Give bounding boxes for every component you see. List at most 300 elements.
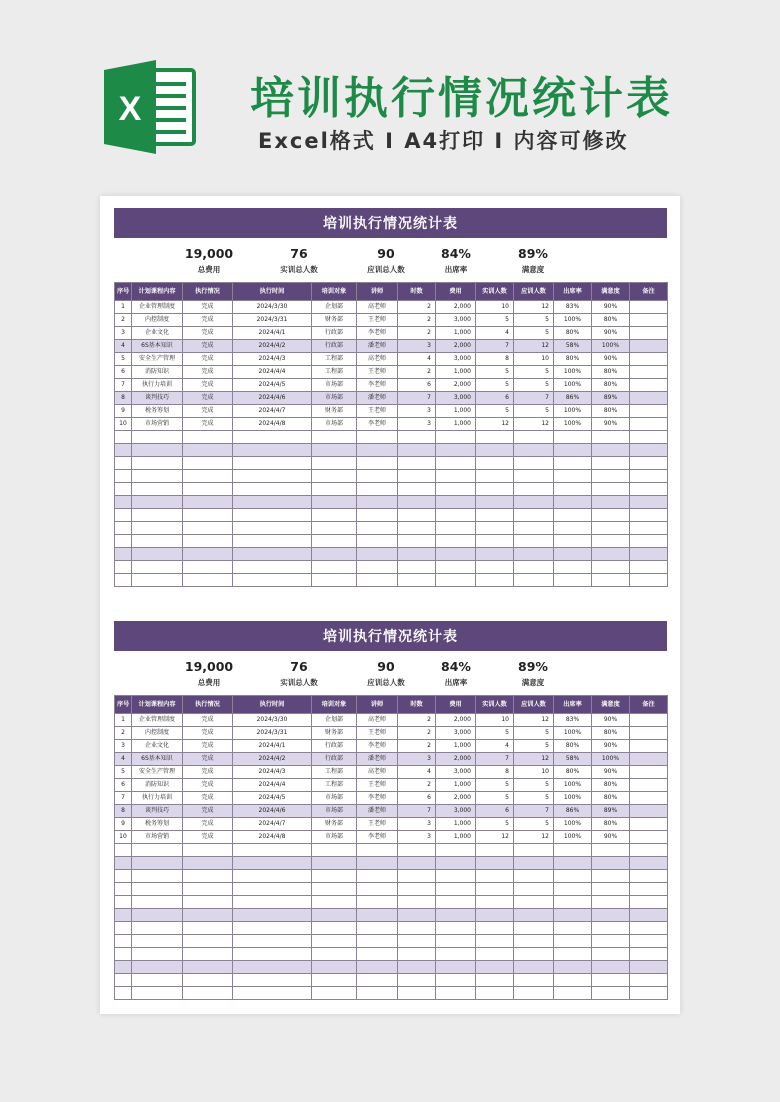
table-cell[interactable]: 2024/3/30 — [233, 714, 312, 727]
table-cell[interactable]: 工程部 — [312, 366, 357, 379]
table-cell[interactable]: 财务部 — [312, 314, 357, 327]
table-cell[interactable]: 3 — [398, 418, 436, 431]
table-cell[interactable]: 2024/4/8 — [233, 831, 312, 844]
table-cell[interactable]: 86% — [554, 805, 592, 818]
table-cell[interactable]: 100% — [554, 366, 592, 379]
table-cell[interactable] — [132, 496, 183, 509]
table-cell[interactable] — [357, 844, 398, 857]
table-cell[interactable] — [554, 857, 592, 870]
table-cell[interactable]: 8 — [476, 353, 514, 366]
table-cell[interactable]: 完成 — [183, 392, 233, 405]
table-cell[interactable] — [630, 548, 668, 561]
table-cell[interactable] — [115, 974, 132, 987]
table-cell[interactable]: 5 — [514, 779, 554, 792]
table-cell[interactable]: 安全生产管理 — [132, 353, 183, 366]
table-cell[interactable]: 3 — [398, 831, 436, 844]
table-cell[interactable] — [630, 883, 668, 896]
table-cell[interactable]: 5 — [514, 792, 554, 805]
table-cell[interactable] — [436, 444, 476, 457]
table-cell[interactable]: 2,000 — [436, 753, 476, 766]
table-cell[interactable]: 3,000 — [436, 766, 476, 779]
table-cell[interactable]: 高老师 — [357, 766, 398, 779]
table-cell[interactable]: 6 — [476, 805, 514, 818]
table-cell[interactable] — [554, 470, 592, 483]
table-cell[interactable] — [476, 870, 514, 883]
table-cell[interactable]: 80% — [592, 792, 630, 805]
table-cell[interactable] — [312, 444, 357, 457]
table-cell[interactable] — [592, 896, 630, 909]
table-cell[interactable] — [132, 470, 183, 483]
table-cell[interactable]: 100% — [554, 818, 592, 831]
table-cell[interactable] — [514, 909, 554, 922]
table-cell[interactable] — [398, 844, 436, 857]
table-cell[interactable] — [183, 457, 233, 470]
table-cell[interactable]: 1 — [115, 301, 132, 314]
table-cell[interactable]: 10 — [514, 353, 554, 366]
table-cell[interactable] — [183, 857, 233, 870]
table-cell[interactable] — [630, 792, 668, 805]
table-cell[interactable] — [115, 987, 132, 1000]
table-cell[interactable] — [115, 444, 132, 457]
table-cell[interactable] — [183, 561, 233, 574]
table-cell[interactable] — [233, 935, 312, 948]
table-cell[interactable] — [357, 948, 398, 961]
table-cell[interactable] — [115, 844, 132, 857]
table-cell[interactable]: 1 — [115, 714, 132, 727]
table-cell[interactable] — [132, 935, 183, 948]
table-cell[interactable] — [436, 844, 476, 857]
table-cell[interactable]: 2024/4/2 — [233, 753, 312, 766]
table-cell[interactable] — [398, 496, 436, 509]
table-cell[interactable]: 完成 — [183, 779, 233, 792]
table-cell[interactable] — [630, 314, 668, 327]
table-cell[interactable] — [630, 974, 668, 987]
table-cell[interactable] — [357, 496, 398, 509]
table-cell[interactable] — [554, 496, 592, 509]
table-cell[interactable] — [312, 987, 357, 1000]
table-cell[interactable]: 李老师 — [357, 740, 398, 753]
table-cell[interactable] — [183, 535, 233, 548]
table-cell[interactable]: 83% — [554, 301, 592, 314]
table-cell[interactable]: 90% — [592, 301, 630, 314]
table-cell[interactable] — [312, 561, 357, 574]
table-cell[interactable]: 完成 — [183, 753, 233, 766]
table-cell[interactable] — [476, 483, 514, 496]
table-cell[interactable]: 8 — [476, 766, 514, 779]
table-cell[interactable] — [183, 883, 233, 896]
table-cell[interactable]: 5 — [476, 792, 514, 805]
table-cell[interactable]: 5 — [514, 366, 554, 379]
table-cell[interactable] — [132, 535, 183, 548]
table-cell[interactable]: 行政部 — [312, 740, 357, 753]
table-cell[interactable] — [630, 896, 668, 909]
table-cell[interactable]: 企业文化 — [132, 740, 183, 753]
table-cell[interactable] — [312, 509, 357, 522]
table-cell[interactable] — [514, 444, 554, 457]
table-cell[interactable] — [312, 574, 357, 587]
table-cell[interactable] — [233, 496, 312, 509]
table-cell[interactable]: 7 — [476, 340, 514, 353]
table-cell[interactable] — [554, 896, 592, 909]
table-cell[interactable] — [115, 431, 132, 444]
table-cell[interactable]: 执行力培训 — [132, 379, 183, 392]
table-cell[interactable] — [476, 987, 514, 1000]
table-cell[interactable]: 5 — [476, 405, 514, 418]
table-cell[interactable]: 5 — [514, 818, 554, 831]
table-cell[interactable] — [476, 883, 514, 896]
table-cell[interactable] — [514, 470, 554, 483]
table-cell[interactable] — [436, 561, 476, 574]
table-cell[interactable] — [476, 896, 514, 909]
table-cell[interactable] — [436, 574, 476, 587]
table-cell[interactable]: 2024/4/4 — [233, 779, 312, 792]
table-cell[interactable]: 80% — [592, 314, 630, 327]
table-cell[interactable] — [630, 714, 668, 727]
table-cell[interactable] — [554, 922, 592, 935]
table-cell[interactable]: 7 — [514, 805, 554, 818]
table-cell[interactable] — [357, 548, 398, 561]
table-cell[interactable] — [514, 974, 554, 987]
table-cell[interactable] — [132, 974, 183, 987]
table-cell[interactable] — [592, 948, 630, 961]
table-cell[interactable]: 2024/4/5 — [233, 379, 312, 392]
table-cell[interactable]: 高老师 — [357, 301, 398, 314]
table-cell[interactable] — [436, 535, 476, 548]
table-cell[interactable] — [312, 496, 357, 509]
table-cell[interactable]: 90% — [592, 714, 630, 727]
table-cell[interactable] — [115, 548, 132, 561]
table-cell[interactable]: 完成 — [183, 353, 233, 366]
table-cell[interactable] — [115, 961, 132, 974]
table-cell[interactable] — [476, 948, 514, 961]
table-cell[interactable] — [233, 857, 312, 870]
table-cell[interactable] — [115, 561, 132, 574]
table-cell[interactable] — [514, 987, 554, 1000]
table-cell[interactable] — [514, 483, 554, 496]
table-cell[interactable] — [115, 522, 132, 535]
table-cell[interactable] — [630, 753, 668, 766]
table-cell[interactable] — [115, 909, 132, 922]
table-cell[interactable] — [132, 522, 183, 535]
table-cell[interactable] — [592, 509, 630, 522]
table-cell[interactable] — [312, 883, 357, 896]
table-cell[interactable] — [436, 922, 476, 935]
table-cell[interactable] — [357, 457, 398, 470]
table-cell[interactable]: 李老师 — [357, 327, 398, 340]
table-cell[interactable] — [398, 483, 436, 496]
table-cell[interactable] — [357, 509, 398, 522]
table-cell[interactable]: 市场部 — [312, 379, 357, 392]
table-cell[interactable] — [514, 548, 554, 561]
table-cell[interactable] — [554, 883, 592, 896]
table-cell[interactable] — [436, 522, 476, 535]
table-cell[interactable] — [554, 431, 592, 444]
table-cell[interactable]: 李老师 — [357, 831, 398, 844]
table-cell[interactable] — [630, 987, 668, 1000]
table-cell[interactable] — [514, 431, 554, 444]
table-cell[interactable] — [630, 457, 668, 470]
table-cell[interactable] — [233, 561, 312, 574]
table-cell[interactable] — [132, 574, 183, 587]
table-cell[interactable] — [592, 548, 630, 561]
table-cell[interactable] — [398, 509, 436, 522]
table-cell[interactable] — [233, 535, 312, 548]
table-cell[interactable] — [398, 522, 436, 535]
table-cell[interactable]: 9 — [115, 818, 132, 831]
table-cell[interactable]: 12 — [514, 418, 554, 431]
table-cell[interactable] — [592, 496, 630, 509]
table-cell[interactable]: 1,000 — [436, 405, 476, 418]
table-cell[interactable]: 6S基本知识 — [132, 340, 183, 353]
table-cell[interactable]: 财务部 — [312, 405, 357, 418]
table-cell[interactable] — [476, 922, 514, 935]
table-cell[interactable] — [398, 457, 436, 470]
table-cell[interactable] — [115, 470, 132, 483]
table-cell[interactable] — [132, 883, 183, 896]
table-cell[interactable]: 89% — [592, 392, 630, 405]
table-cell[interactable]: 12 — [476, 418, 514, 431]
table-cell[interactable] — [592, 470, 630, 483]
table-cell[interactable] — [592, 935, 630, 948]
table-cell[interactable] — [630, 831, 668, 844]
table-cell[interactable]: 3 — [398, 405, 436, 418]
table-cell[interactable]: 工程部 — [312, 766, 357, 779]
table-cell[interactable]: 消防知识 — [132, 366, 183, 379]
table-cell[interactable]: 100% — [554, 405, 592, 418]
table-cell[interactable]: 完成 — [183, 340, 233, 353]
table-cell[interactable] — [554, 909, 592, 922]
table-cell[interactable] — [312, 457, 357, 470]
table-cell[interactable]: 市场营销 — [132, 831, 183, 844]
table-cell[interactable] — [630, 301, 668, 314]
table-cell[interactable]: 4 — [476, 327, 514, 340]
table-cell[interactable]: 5 — [476, 727, 514, 740]
table-cell[interactable] — [436, 509, 476, 522]
table-cell[interactable] — [115, 870, 132, 883]
table-cell[interactable]: 企业管理制度 — [132, 714, 183, 727]
table-cell[interactable]: 2 — [398, 714, 436, 727]
table-cell[interactable]: 3 — [398, 753, 436, 766]
table-cell[interactable] — [592, 870, 630, 883]
table-cell[interactable]: 83% — [554, 714, 592, 727]
table-cell[interactable]: 高老师 — [357, 353, 398, 366]
table-cell[interactable]: 2024/4/1 — [233, 327, 312, 340]
table-cell[interactable] — [132, 431, 183, 444]
table-cell[interactable]: 工程部 — [312, 779, 357, 792]
table-cell[interactable]: 1,000 — [436, 327, 476, 340]
table-cell[interactable]: 2024/4/7 — [233, 818, 312, 831]
table-cell[interactable] — [514, 922, 554, 935]
table-cell[interactable]: 7 — [115, 792, 132, 805]
table-cell[interactable]: 90% — [592, 740, 630, 753]
table-cell[interactable]: 3 — [115, 740, 132, 753]
table-cell[interactable]: 6 — [115, 366, 132, 379]
table-cell[interactable]: 6 — [115, 779, 132, 792]
table-cell[interactable] — [357, 974, 398, 987]
table-cell[interactable] — [476, 509, 514, 522]
table-cell[interactable] — [132, 561, 183, 574]
table-cell[interactable] — [630, 935, 668, 948]
table-cell[interactable] — [554, 987, 592, 1000]
table-cell[interactable]: 10 — [476, 714, 514, 727]
table-cell[interactable]: 2024/4/6 — [233, 805, 312, 818]
table-cell[interactable]: 完成 — [183, 766, 233, 779]
table-cell[interactable]: 谈判技巧 — [132, 805, 183, 818]
table-cell[interactable]: 完成 — [183, 727, 233, 740]
table-cell[interactable] — [554, 548, 592, 561]
table-cell[interactable]: 80% — [592, 405, 630, 418]
table-cell[interactable]: 100% — [554, 314, 592, 327]
table-cell[interactable] — [398, 961, 436, 974]
table-cell[interactable]: 100% — [554, 727, 592, 740]
table-cell[interactable]: 5 — [514, 727, 554, 740]
table-cell[interactable] — [476, 431, 514, 444]
table-cell[interactable] — [514, 961, 554, 974]
table-cell[interactable]: 2 — [398, 740, 436, 753]
table-cell[interactable] — [630, 961, 668, 974]
table-cell[interactable]: 王老师 — [357, 314, 398, 327]
table-cell[interactable]: 2,000 — [436, 340, 476, 353]
table-cell[interactable]: 潘老师 — [357, 340, 398, 353]
table-cell[interactable] — [183, 870, 233, 883]
table-cell[interactable] — [183, 509, 233, 522]
table-cell[interactable] — [183, 974, 233, 987]
table-cell[interactable] — [436, 857, 476, 870]
table-cell[interactable] — [398, 444, 436, 457]
table-cell[interactable]: 1,000 — [436, 831, 476, 844]
table-cell[interactable] — [115, 535, 132, 548]
table-cell[interactable]: 完成 — [183, 714, 233, 727]
table-cell[interactable] — [436, 470, 476, 483]
table-cell[interactable] — [592, 457, 630, 470]
table-cell[interactable] — [312, 948, 357, 961]
table-cell[interactable]: 执行力培训 — [132, 792, 183, 805]
table-cell[interactable]: 4 — [398, 766, 436, 779]
table-cell[interactable]: 2 — [398, 779, 436, 792]
table-cell[interactable]: 100% — [554, 779, 592, 792]
table-cell[interactable]: 12 — [476, 831, 514, 844]
table-cell[interactable] — [554, 444, 592, 457]
table-cell[interactable]: 4 — [398, 353, 436, 366]
table-cell[interactable] — [312, 896, 357, 909]
table-cell[interactable] — [630, 431, 668, 444]
table-cell[interactable]: 内控制度 — [132, 727, 183, 740]
table-cell[interactable] — [132, 857, 183, 870]
table-cell[interactable] — [476, 935, 514, 948]
table-cell[interactable] — [132, 896, 183, 909]
table-cell[interactable]: 5 — [476, 818, 514, 831]
table-cell[interactable]: 10 — [115, 418, 132, 431]
table-cell[interactable]: 王老师 — [357, 779, 398, 792]
table-cell[interactable]: 2 — [398, 366, 436, 379]
table-cell[interactable] — [312, 470, 357, 483]
table-cell[interactable] — [183, 896, 233, 909]
table-cell[interactable]: 1,000 — [436, 818, 476, 831]
table-cell[interactable]: 2 — [398, 327, 436, 340]
table-cell[interactable] — [514, 457, 554, 470]
table-cell[interactable] — [132, 457, 183, 470]
table-cell[interactable] — [115, 948, 132, 961]
table-cell[interactable]: 3,000 — [436, 314, 476, 327]
table-cell[interactable] — [312, 870, 357, 883]
table-cell[interactable] — [312, 935, 357, 948]
table-cell[interactable] — [312, 961, 357, 974]
table-cell[interactable] — [357, 883, 398, 896]
table-cell[interactable] — [476, 457, 514, 470]
table-cell[interactable]: 100% — [592, 753, 630, 766]
table-cell[interactable] — [357, 909, 398, 922]
table-cell[interactable] — [514, 948, 554, 961]
table-cell[interactable] — [592, 535, 630, 548]
table-cell[interactable] — [357, 935, 398, 948]
table-cell[interactable]: 1,000 — [436, 740, 476, 753]
table-cell[interactable]: 5 — [476, 379, 514, 392]
table-cell[interactable] — [630, 405, 668, 418]
table-cell[interactable]: 3,000 — [436, 392, 476, 405]
table-cell[interactable]: 行政部 — [312, 340, 357, 353]
table-cell[interactable] — [514, 496, 554, 509]
table-cell[interactable] — [476, 844, 514, 857]
table-cell[interactable] — [357, 896, 398, 909]
table-cell[interactable] — [398, 470, 436, 483]
table-cell[interactable] — [476, 961, 514, 974]
table-cell[interactable]: 完成 — [183, 818, 233, 831]
table-cell[interactable]: 6S基本知识 — [132, 753, 183, 766]
table-cell[interactable] — [592, 574, 630, 587]
table-cell[interactable] — [312, 857, 357, 870]
table-cell[interactable] — [183, 987, 233, 1000]
table-cell[interactable] — [398, 948, 436, 961]
table-cell[interactable] — [183, 935, 233, 948]
table-cell[interactable] — [514, 522, 554, 535]
table-cell[interactable] — [183, 522, 233, 535]
table-cell[interactable] — [132, 548, 183, 561]
table-cell[interactable]: 市场部 — [312, 392, 357, 405]
table-cell[interactable]: 2024/4/8 — [233, 418, 312, 431]
table-cell[interactable] — [398, 535, 436, 548]
table-cell[interactable]: 5 — [476, 314, 514, 327]
table-cell[interactable] — [514, 574, 554, 587]
table-cell[interactable] — [357, 535, 398, 548]
table-cell[interactable]: 90% — [592, 766, 630, 779]
table-cell[interactable] — [630, 353, 668, 366]
table-cell[interactable]: 2,000 — [436, 792, 476, 805]
table-cell[interactable]: 1,000 — [436, 779, 476, 792]
table-cell[interactable] — [312, 922, 357, 935]
table-cell[interactable]: 企划部 — [312, 301, 357, 314]
table-cell[interactable] — [436, 935, 476, 948]
table-cell[interactable] — [514, 535, 554, 548]
table-cell[interactable]: 6 — [398, 379, 436, 392]
table-cell[interactable] — [132, 987, 183, 1000]
table-cell[interactable] — [514, 935, 554, 948]
table-cell[interactable]: 完成 — [183, 405, 233, 418]
table-cell[interactable]: 潘老师 — [357, 805, 398, 818]
table-cell[interactable] — [398, 922, 436, 935]
table-cell[interactable]: 12 — [514, 714, 554, 727]
table-cell[interactable] — [436, 961, 476, 974]
table-cell[interactable] — [357, 483, 398, 496]
table-cell[interactable]: 100% — [554, 792, 592, 805]
table-cell[interactable]: 10 — [115, 831, 132, 844]
table-cell[interactable]: 李老师 — [357, 792, 398, 805]
table-cell[interactable]: 2024/3/31 — [233, 314, 312, 327]
table-cell[interactable]: 5 — [514, 379, 554, 392]
table-cell[interactable] — [554, 948, 592, 961]
table-cell[interactable] — [233, 522, 312, 535]
table-cell[interactable]: 3,000 — [436, 353, 476, 366]
table-cell[interactable] — [630, 779, 668, 792]
